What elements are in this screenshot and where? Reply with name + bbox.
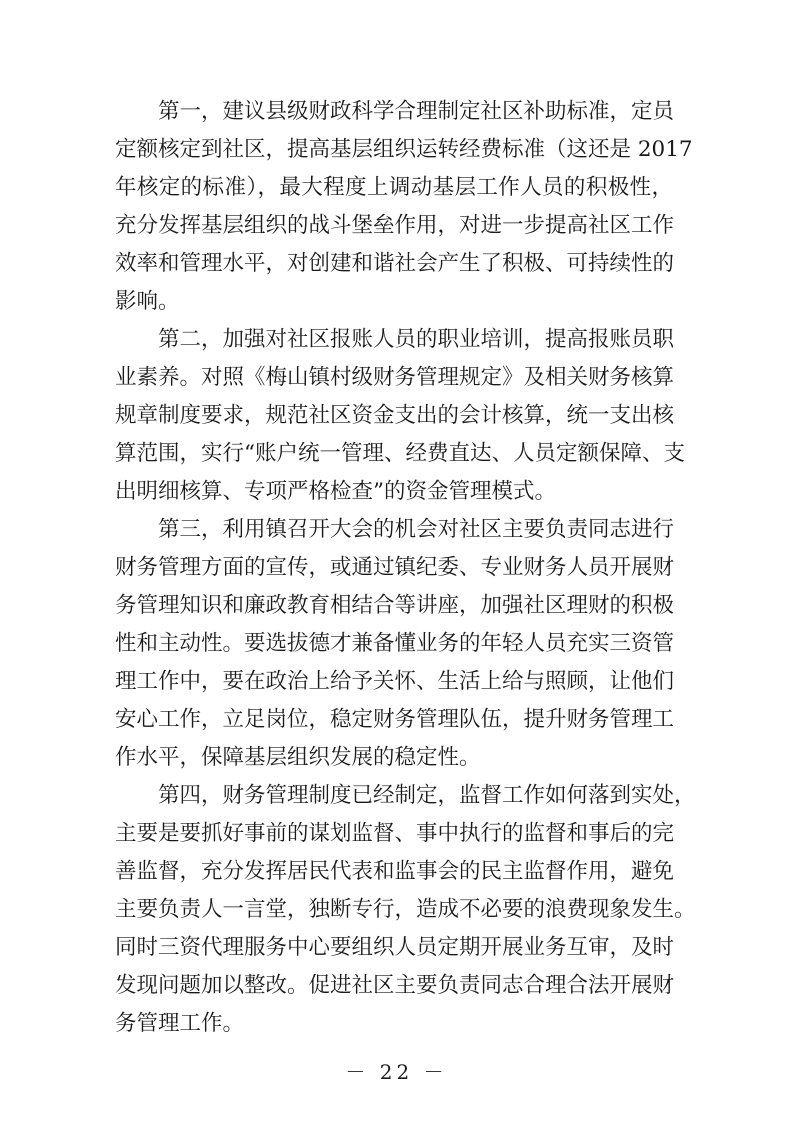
text-line: 主要负责人一言堂，独断专行，造成不必要的浪费现象发生。 <box>115 897 696 922</box>
text-line: 善监督，充分发挥居民代表和监事会的民主监督作用，避免 <box>115 859 675 884</box>
text-line: 规章制度要求，规范社区资金支出的会计核算，统一支出核 <box>115 403 675 428</box>
text-line: 第二，加强对社区报账人员的职业培训，提高报账员职 <box>158 327 675 352</box>
text-line: 性和主动性。要选拔德才兼备懂业务的年轻人员充实三资管 <box>115 631 675 656</box>
text-line: 作水平，保障基层组织发展的稳定性。 <box>115 745 481 770</box>
text-line: 出明细核算、专项严格检查”的资金管理模式。 <box>115 479 556 504</box>
text-line: 充分发挥基层组织的战斗堡垒作用，对进一步提高社区工作 <box>115 213 675 238</box>
text-line: 业素养。对照《梅山镇村级财务管理规定》及相关财务核算 <box>115 365 675 390</box>
text-line: 定额核定到社区，提高基层组织运转经费标准（这还是 2017 <box>115 137 693 162</box>
text-line: 第三，利用镇召开大会的机会对社区主要负责同志进行 <box>158 517 675 542</box>
text-line: 同时三资代理服务中心要组织人员定期开展业务互审，及时 <box>115 935 675 960</box>
text-line: 年核定的标准），最大程度上调动基层工作人员的积极性， <box>115 175 673 200</box>
text-line: 算范围，实行“账户统一管理、经费直达、人员定额保障、支 <box>115 441 685 466</box>
text-line: 理工作中，要在政治上给予关怀、生活上给与照顾，让他们 <box>115 669 675 694</box>
text-line: 财务管理方面的宣传，或通过镇纪委、专业财务人员开展财 <box>115 555 675 580</box>
text-line: 影响。 <box>115 289 180 314</box>
text-line: 第一，建议县级财政科学合理制定社区补助标准，定员 <box>158 99 675 124</box>
text-line: 务管理知识和廉政教育相结合等讲座，加强社区理财的积极 <box>115 593 675 618</box>
text-line: 发现问题加以整改。促进社区主要负责同志合理合法开展财 <box>115 973 675 998</box>
text-line: 安心工作，立足岗位，稳定财务管理队伍，提升财务管理工 <box>115 707 675 732</box>
text-line: 主要是要抓好事前的谋划监督、事中执行的监督和事后的完 <box>115 821 675 846</box>
text-line: 效率和管理水平，对创建和谐社会产生了积极、可持续性的 <box>115 251 675 276</box>
text-line: 务管理工作。 <box>115 1011 245 1036</box>
page-number: － 22 － <box>345 1060 448 1084</box>
text-line: 第四，财务管理制度已经制定，监督工作如何落到实处， <box>158 783 696 808</box>
